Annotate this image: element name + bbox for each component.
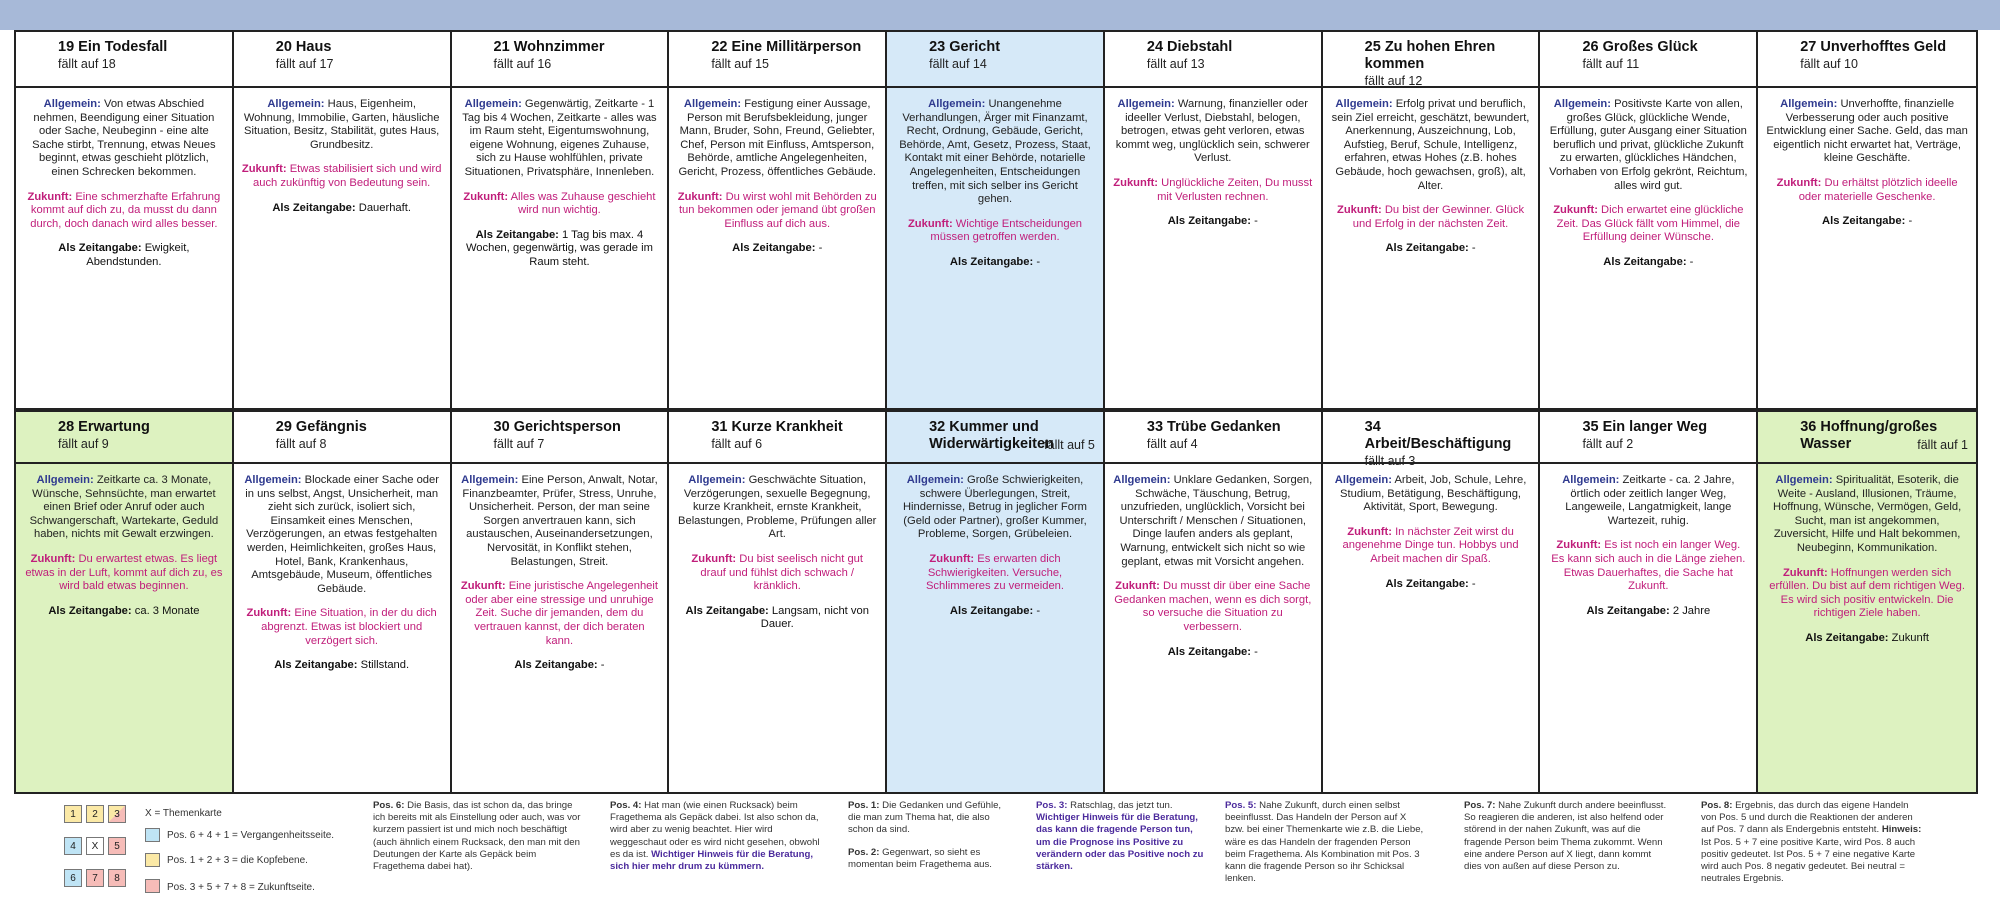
card-title: 34 Arbeit/Beschäftigung (1364, 419, 1512, 452)
zukunft-block (1113, 580, 1313, 634)
zeitangabe-label: Als Zeitangabe: (58, 242, 142, 255)
card (1105, 412, 1323, 792)
allgemein-block (1548, 98, 1748, 193)
card (452, 32, 670, 408)
zeitangabe-text: Dauerhaft. (358, 201, 411, 214)
zukunft-text: Etwas stabilisiert sich und wird auch zukünftig von Bedeutung sein. (253, 163, 442, 189)
zeitangabe-block (1113, 646, 1313, 660)
zukunft-text: Du musst dir über eine Sache Gedanken machen, wenn es dich sorgt, so versuche die Situation zu verbessern. (1114, 580, 1312, 633)
card-title: 20 Haus (275, 39, 332, 55)
zeitangabe-block (1331, 578, 1531, 592)
pos-square: 4 (64, 837, 82, 855)
allgemein-text: Geschwächte Situation, Verzögerungen, sexuelle Begegnung, kurze Krankheit, ernste Krankheit, Belastungen, Probleme, Prüfungen aller Art. (678, 474, 877, 541)
zeitangabe-block (1766, 215, 1968, 229)
zukunft-block (895, 553, 1095, 594)
card-title: 36 Hoffnung/großes Wasser (1800, 419, 1938, 452)
allgemein-block (242, 474, 442, 596)
allgemein-text: Spiritualität, Esoterik, die Weite - Ausland, Illusionen, Träume, Hoffnung, Wünsche, Vermögen, Geld, Sucht, man ist angekommen, Zuversicht, Hilfe und Halt bekommen, Neubeginn, Kommunikation. (1772, 474, 1962, 554)
zukunft-text: Du bist seelisch nicht gut drauf und fühlst dich schwach / kränklich. (700, 552, 864, 593)
card (16, 32, 234, 408)
note-text: Hat man (wie einen Rucksack) beim Fragethema als Gepäck dabei. Ist also schon da, wird aber zu wenig beachtet. Hier wird weggeschaut oder es wird nicht gesehen, obwohl es da ist. (610, 800, 820, 860)
card-header (669, 412, 885, 464)
card-title: 21 Wohnzimmer (493, 39, 605, 55)
zukunft-block (242, 163, 442, 190)
card-falls: fällt auf 10 (1800, 57, 1858, 71)
card-body (16, 464, 232, 639)
zeitangabe-block (1766, 632, 1968, 646)
zukunft-label: Zukunft: (929, 552, 975, 565)
note-pos1-2 (848, 800, 1013, 909)
allgemein-label: Allgemein: (1775, 474, 1833, 486)
zukunft-block (460, 580, 660, 648)
legend-future: Pos. 3 + 5 + 7 + 8 = Zukunftseite. (167, 882, 315, 893)
zukunft-block (1766, 567, 1968, 621)
pos-square: 8 (108, 869, 126, 887)
allgemein-label: Allgemein: (267, 98, 325, 110)
allgemein-label: Allgemein: (1553, 98, 1611, 110)
card-title: 35 Ein langer Weg (1582, 419, 1708, 435)
allgemein-label: Allgemein: (1335, 98, 1393, 110)
note-label: Pos. 4: (610, 800, 642, 811)
card-body (452, 464, 668, 694)
note-text: Nahe Zukunft durch andere beeinflusst. So reagieren die anderen, ist also helfend oder störend in der nahen Zukunft, was auf die fragende Person beim Thema zukommt. Wenn eine andere Person auf X liegt, dann kommt dies von außen auf diese Person zu. (1464, 800, 1667, 873)
card-header (1323, 412, 1539, 468)
card-header (1758, 32, 1976, 88)
card-body (1323, 88, 1539, 277)
zeitangabe-block (895, 256, 1095, 270)
legend-themen: X = Themenkarte (145, 808, 222, 819)
card-body (1758, 464, 1976, 667)
card (1758, 32, 1976, 408)
zeitangabe-block (24, 242, 224, 269)
zukunft-text: Dich erwartet eine glückliche Zeit. Das Glück fällt vom Himmel, die Erfüllung deiner Wünsche. (1556, 204, 1744, 244)
card-title: 31 Kurze Krankheit (711, 419, 843, 435)
zeitangabe-block (1548, 605, 1748, 619)
zukunft-label: Zukunft: (460, 580, 506, 593)
zukunft-block (1113, 177, 1313, 204)
zeitangabe-text: - (1036, 255, 1041, 268)
zukunft-text: Eine juristische Angelegenheit oder aber eine stressige und unruhige Zeit. Suche dir jemanden, dem du vertrauen kannst, der dich beraten kann. (465, 580, 658, 647)
allgemein-text: Eine Person, Anwalt, Notar, Finanzbeamter, Prüfer, Stress, Unruhe, Unsicherheit. Person, der man seine Sorgen anvertrauen kann, sich austauschen, Auseinandersetzungen, Nervosität, in Konflikt stehen, Belastungen, Streit. (462, 474, 658, 568)
zukunft-text: Du wirst wohl mit Behörden zu tun bekommen oder jemand übt großen Einfluss auf dich aus. (678, 190, 877, 230)
zukunft-block (24, 553, 224, 594)
note-text: Die Gedanken und Gefühle, die man zum Thema hat, die also schon da sind. (848, 800, 1002, 836)
card-header (1105, 32, 1321, 88)
allgemein-text: Unangenehme Verhandlungen, Ärger mit Finanzamt, Recht, Ordnung, Gebäude, Gericht, Behörde, Amt, Gesetz, Prozess, Staat, Kontakt mit einer Behörde, notarielle Angelegenheiten, Entscheidungen treffen, mit sich selber ins Gericht gehen. (899, 98, 1091, 206)
allgemein-block (1548, 474, 1748, 528)
card (1540, 412, 1758, 792)
note-pos3 (1036, 800, 1208, 909)
pos-square: 7 (86, 869, 104, 887)
zeitangabe-text: - (1689, 255, 1694, 268)
allgemein-label: Allgemein: (43, 98, 101, 110)
allgemein-block (460, 474, 660, 569)
zeitangabe-block (242, 659, 442, 673)
allgemein-block (1113, 474, 1313, 569)
note-pos8 (1701, 800, 1926, 909)
allgemein-label: Allgemein: (1334, 474, 1392, 486)
allgemein-block (895, 474, 1095, 542)
card-falls: fällt auf 7 (493, 437, 545, 451)
allgemein-label: Allgemein: (464, 98, 522, 110)
card-header (452, 412, 668, 464)
allgemein-block (242, 98, 442, 152)
card-header (16, 32, 232, 88)
note-hint: Wichtiger Hinweis für die Beratung, sich hier mehr drum zu kümmern. (610, 848, 814, 873)
zeitangabe-text: - (1036, 604, 1041, 617)
allgemein-block (1766, 98, 1968, 166)
zukunft-label: Zukunft: (1347, 525, 1392, 538)
note-label: Pos. 6: (373, 800, 405, 811)
card (887, 412, 1105, 792)
card-body (669, 464, 885, 653)
card-header (1758, 412, 1976, 464)
note-hint: Wichtiger Hinweis für die Beratung, das kann die fragende Person tun, um die Prognose ins Positive zu verändern oder das Positive noch zu stärken. (1036, 812, 1204, 873)
allgemein-text: Unklare Gedanken, Sorgen, Schwäche, Täuschung, Betrug, unzufrieden, unglücklich, Vorsicht bei Unterschrift / Menschen / Situationen, Dinge laufen anders als geplant, Warnung, entwickelt sich nicht so wie geplant, etwas mit Vorsicht angehen. (1119, 474, 1313, 568)
allgemein-block (1331, 98, 1531, 193)
zukunft-label: Zukunft: (691, 552, 737, 565)
zukunft-label: Zukunft: (1782, 566, 1828, 579)
card-falls: fällt auf 15 (711, 57, 770, 71)
allgemein-label: Allgemein: (683, 98, 742, 110)
note-pos4 (610, 800, 825, 909)
allgemein-label: Allgemein: (1113, 474, 1171, 486)
zeitangabe-block (1113, 215, 1313, 229)
card-falls: fällt auf 8 (275, 437, 327, 451)
zeitangabe-text: - (1254, 645, 1258, 658)
zeitangabe-label: Als Zeitangabe: (475, 228, 559, 241)
zukunft-text: Es erwarten dich Schwierigkeiten. Versuche, Schlimmeres zu vermeiden. (925, 552, 1064, 593)
card-title: 26 Großes Glück (1582, 39, 1698, 55)
card-falls: fällt auf 6 (711, 437, 763, 451)
card-falls: fällt auf 5 (1044, 438, 1095, 452)
zeitangabe-text: - (1254, 215, 1258, 228)
note-pos7 (1464, 800, 1669, 909)
zukunft-block (1548, 539, 1748, 593)
zukunft-label: Zukunft: (1115, 580, 1160, 593)
allgemein-label: Allgemein: (461, 474, 519, 486)
card (669, 412, 887, 792)
zeitangabe-label: Als Zeitangabe: (1805, 631, 1889, 644)
allgemein-block (1331, 474, 1531, 515)
zukunft-label: Zukunft: (463, 190, 509, 203)
pos-square: 5 (108, 837, 126, 855)
allgemein-text: Unverhoffte, finanzielle Verbesserung oder auch positive Entwicklung einer Sache. Geld, das man eigentlich nicht erwartet hat, Verträge, kleine Geschäfte. (1766, 98, 1968, 165)
legend-swatch-past (145, 828, 160, 842)
card-title: 24 Diebstahl (1146, 39, 1233, 55)
card-title: 29 Gefängnis (275, 419, 367, 435)
card-title: 27 Unverhofftes Geld (1800, 39, 1947, 55)
pos-square: 2 (86, 805, 104, 823)
card-falls: fällt auf 4 (1146, 437, 1198, 451)
card-title: 33 Trübe Gedanken (1146, 419, 1281, 435)
allgemein-text: Arbeit, Job, Schule, Lehre, Studium, Betätigung, Beschäftigung, Aktivität, Sport, Bewegung. (1340, 474, 1527, 514)
card (1323, 32, 1541, 408)
card-header (1540, 32, 1756, 88)
allgemein-block (1766, 474, 1968, 556)
card-body (234, 464, 450, 694)
pos-square: 6 (64, 869, 82, 887)
card-falls: fällt auf 14 (929, 57, 987, 71)
card-falls: fällt auf 17 (275, 57, 334, 71)
legend-swatch-future (145, 879, 160, 893)
card (234, 32, 452, 408)
card (669, 32, 887, 408)
card-header (887, 412, 1103, 464)
allgemein-text: Positivste Karte von allen, großes Glück, glückliche Wende, Erfüllung, guter Ausgang einer Situation beruflich und privat, glückliche Zukunft zu erwarten, glückliches Händchen, Vorhaben von Erfolg gekrönt, Reichtum, alles wird gut. (1549, 98, 1748, 192)
allgemein-label: Allgemein: (36, 474, 94, 486)
zukunft-text: Eine schmerzhafte Erfahrung kommt auf dich zu, da musst du dann durch, doch danach wird alles besser. (30, 190, 221, 230)
zeitangabe-text: 2 Jahre (1672, 604, 1711, 617)
card-falls: fällt auf 11 (1582, 57, 1640, 71)
zeitangabe-text: ca. 3 Monate (134, 604, 200, 617)
zeitangabe-text: - (818, 242, 823, 255)
allgemein-text: Warnung, finanzieller oder ideeller Verlust, Diebstahl, belogen, betrogen, etwas geht verloren, etwas kommt weg, unglücklich sein, schwerer Verlust. (1115, 98, 1310, 165)
zeitangabe-block (677, 242, 877, 256)
card-body (16, 88, 232, 291)
card-body (1323, 464, 1539, 612)
card-body (1758, 88, 1976, 250)
note-label: Pos. 3: (1036, 800, 1068, 811)
card (1758, 412, 1976, 792)
pos-square: 1 (64, 805, 82, 823)
note-label: Pos. 2: (848, 846, 880, 858)
zukunft-text: Hoffnungen werden sich erfüllen. Du bist auf dem richtigen Weg. Es wird sich positiv entwickeln. Die richtigen Ziele haben. (1769, 566, 1965, 620)
zukunft-label: Zukunft: (1113, 176, 1159, 189)
allgemein-label: Allgemein: (1117, 98, 1175, 110)
allgemein-label: Allgemein: (244, 474, 302, 486)
allgemein-text: Festigung einer Aussage, Person mit Berufsbekleidung, junger Mann, Bruder, Sohn, Freund, Geliebter, Chef, Person mit Einfluss, Amtsperson, Behörde, amtliche Angelegenheiten, Gericht, Prozess, öffentliches Gebäude. (678, 98, 876, 178)
zeitangabe-text: Langsam, nicht von Dauer. (760, 604, 869, 631)
zeitangabe-text: - (600, 659, 605, 672)
note-label: Pos. 7: (1464, 800, 1496, 811)
allgemein-block (24, 474, 224, 542)
card-falls: fällt auf 1 (1917, 438, 1968, 452)
card-body (452, 88, 668, 291)
pos-square: X (86, 837, 104, 855)
card-title: 25 Zu hohen Ehren kommen (1364, 39, 1496, 72)
allgemein-block (1113, 98, 1313, 166)
position-diagram (64, 800, 144, 909)
card (16, 412, 234, 792)
zeitangabe-label: Als Zeitangabe: (274, 659, 358, 672)
note-label: Hinweis: (1881, 824, 1922, 836)
allgemein-text: Von etwas Abschied nehmen, Beendigung einer Situation oder Sache, Neubeginn - eine alte Sache stirbt, Trennung, etwas Neues beginnt, etwas geschieht plötzlich, einen Schrecken bekommen. (32, 98, 216, 178)
zukunft-label: Zukunft: (27, 190, 73, 203)
zukunft-label: Zukunft: (1553, 204, 1598, 217)
legend-head: Pos. 1 + 2 + 3 = die Kopfebene. (167, 855, 308, 866)
card-title: 28 Erwartung (58, 419, 150, 435)
zukunft-label: Zukunft: (246, 607, 292, 620)
zeitangabe-label: Als Zeitangabe: (514, 659, 598, 672)
zeitangabe-text: Zukunft (1891, 631, 1929, 644)
card-body (1540, 88, 1756, 291)
top-bar (0, 0, 2000, 30)
note-text: Die Basis, das ist schon da, das bringe ich bereits mit als Einstellung oder auch, was vor kurzem passiert ist und mich noch beschäftigt (auch ähnlich einem Rucksack, den man mit den Deutungen der Karte als Gepäck beim Fragethema dabei hat). (373, 800, 581, 873)
card-title: 19 Ein Todesfall (58, 39, 168, 55)
note-text: Gegenwart, so sieht es momentan beim Fragethema aus. (848, 846, 992, 870)
zukunft-block (677, 191, 877, 232)
allgemein-label: Allgemein: (928, 98, 986, 110)
zeitangabe-block (677, 605, 877, 632)
allgemein-text: Zeitkarte ca. 3 Monate, Wünsche, Sehnsüchte, man erwartet einen Brief oder Anruf oder auch Schwangerschaft, Wartekarte, Geduld haben, nichts mit Gewalt erzwingen. (29, 474, 219, 541)
zeitangabe-label: Als Zeitangabe: (1822, 215, 1906, 228)
zeitangabe-text: 1 Tag bis max. 4 Wochen, gegenwärtig, was gerade im Raum steht. (465, 228, 653, 268)
legend-past: Pos. 6 + 4 + 1 = Vergangenheitsseite. (167, 830, 335, 841)
zeitangabe-block (1331, 242, 1531, 256)
zukunft-text: Wichtige Entscheidungen müssen getroffen werden. (930, 217, 1083, 244)
card-body (1540, 464, 1756, 639)
card-title: 32 Kummer und Widerwärtigkeiten (929, 419, 1054, 452)
zukunft-block (1766, 177, 1968, 204)
zeitangabe-label: Als Zeitangabe: (1603, 255, 1687, 268)
card-header (1540, 412, 1756, 464)
zukunft-block (677, 553, 877, 594)
zeitangabe-label: Als Zeitangabe: (1586, 604, 1670, 617)
zeitangabe-label: Als Zeitangabe: (1167, 645, 1251, 658)
card-body (887, 88, 1103, 291)
zukunft-text: Du erhältst plötzlich ideelle oder materielle Geschenke. (1798, 176, 1958, 203)
card-falls: fällt auf 16 (493, 57, 552, 71)
allgemein-text: Haus, Eigenheim, Wohnung, Immobilie, Garten, häusliche Situation, Besitz, Stabilität, gutes Haus, Grundbesitz. (243, 98, 440, 151)
zeitangabe-label: Als Zeitangabe: (1385, 577, 1469, 590)
zukunft-label: Zukunft: (1336, 204, 1382, 217)
card-header (452, 32, 668, 88)
zeitangabe-text: - (1471, 242, 1476, 255)
card-header (234, 412, 450, 464)
zeitangabe-label: Als Zeitangabe: (949, 604, 1034, 617)
note-pos5 (1225, 800, 1425, 909)
allgemein-block (895, 98, 1095, 207)
zeitangabe-label: Als Zeitangabe: (48, 604, 132, 617)
allgemein-text: Gegenwärtig, Zeitkarte - 1 Tag bis 4 Wochen, Zeitkarte - alles was im Raum steht, Eigentumswohnung, eigene Wohnung, eigenes Zuhause, sich zu Hause wohlfühlen, private Situationen, Privatsphäre, Innenleben. (462, 98, 657, 178)
zukunft-label: Zukunft: (241, 163, 287, 176)
zeitangabe-label: Als Zeitangabe: (272, 201, 356, 214)
card-title: 22 Eine Millitärperson (711, 39, 862, 55)
zukunft-block (460, 191, 660, 218)
card-body (234, 88, 450, 236)
zukunft-label: Zukunft: (1776, 176, 1822, 189)
allgemein-block (460, 98, 660, 180)
zukunft-text: Du bist der Gewinner. Glück und Erfolg in der nächsten Zeit. (1352, 204, 1525, 230)
zukunft-label: Zukunft: (1556, 539, 1602, 552)
zeitangabe-text: Ewigkeit, Abendstunden. (86, 242, 190, 268)
allgemein-block (24, 98, 224, 180)
allgemein-text: Große Schwierigkeiten, schwere Überlegungen, Streit, Hindernisse, Betrug in jeglicher Form (Geld oder Partner), großer Kummer, Probleme, Sorgen, Grübeleien. (902, 474, 1088, 541)
zeitangabe-label: Als Zeitangabe: (1167, 215, 1251, 228)
zukunft-text: Eine Situation, in der du dich abgrenzt. Etwas ist blockiert und verzögert sich. (261, 607, 437, 647)
zukunft-text: Du erwartest etwas. Es liegt etwas in der Luft, kommt auf dich zu, es wird bald etwas beginnen. (25, 552, 223, 593)
note-text: Nahe Zukunft, durch einen selbst beeinflusst. Das Handeln der Person auf X bzw. bei einer Themenkarte wie z.B. die Liebe, wäre es das Handeln der fragenden Person beim Fragethema. Als Kombination mit Pos. 3 kann die fragende Person so ihr Schicksal lenken. (1225, 800, 1424, 885)
card (1323, 412, 1541, 792)
zeitangabe-block (242, 202, 442, 216)
card-header (1323, 32, 1539, 88)
card-header (887, 32, 1103, 88)
card-header (669, 32, 885, 88)
note-label: Pos. 5: (1225, 800, 1257, 811)
card-row-2 (14, 410, 1978, 794)
card-body (1105, 464, 1321, 680)
zeitangabe-text: - (1908, 215, 1913, 228)
zukunft-text: Unglückliche Zeiten, Du musst mit Verlusten rechnen. (1157, 176, 1313, 203)
note-text: Ergebnis, das durch das eigene Handeln von Pos. 5 und durch die Reaktionen der anderen auf Pos. 7 dann als Endergebnis entsteht. (1701, 800, 1913, 836)
allgemein-label: Allgemein: (688, 474, 746, 486)
pos-square: 3 (108, 805, 126, 823)
card-title: 23 Gericht (929, 39, 1001, 55)
card-header (234, 32, 450, 88)
card-title: 30 Gerichtsperson (493, 419, 621, 435)
note-text: Ratschlag, das jetzt tun. (1070, 800, 1173, 811)
zukunft-block (1331, 204, 1531, 231)
zeitangabe-label: Als Zeitangabe: (1385, 242, 1469, 255)
card-header (16, 412, 232, 464)
note-label: Pos. 1: (848, 800, 880, 811)
allgemein-label: Allgemein: (906, 474, 964, 486)
allgemein-text: Zeitkarte - ca. 2 Jahre, örtlich oder zeitlich langer Weg, Langeweile, Langatmigkeit, lange Wartezeit, ruhig. (1565, 474, 1735, 527)
card-row-1 (14, 30, 1978, 410)
zeitangabe-label: Als Zeitangabe: (685, 604, 769, 617)
allgemein-label: Allgemein: (1780, 98, 1838, 110)
card (887, 32, 1105, 408)
note-text: Ist Pos. 5 + 7 eine positive Karte, wird Pos. 8 auch positiv gedeutet. Ist Pos. 5 + 7 eine negative Karte wird auch Pos. 8 negativ gedeutet. Bei neutral = neutrales Ergebnis. (1701, 836, 1916, 885)
allgemein-text: Blockade einer Sache oder in uns selbst, Angst, Unsicherheit, man zieht sich zurück, isoliert sich, Einsamkeit eines Menschen, Verzögerungen, an etwas festgehalten werden, Heimlichkeiten, großes Haus, Hotel, Bank, Krankenhaus, Amtsgebäude, Museum, öffentliches Gebäude. (245, 474, 439, 595)
card-falls: fällt auf 13 (1146, 57, 1205, 71)
zukunft-text: In nächster Zeit wirst du angenehme Dinge tun. Hobbys und Arbeit machen dir Spaß. (1342, 525, 1519, 565)
card-falls: fällt auf 18 (58, 57, 116, 71)
zeitangabe-block (460, 229, 660, 270)
zeitangabe-block (895, 605, 1095, 619)
card (234, 412, 452, 792)
zukunft-block (1548, 204, 1748, 245)
zukunft-text: Alles was Zuhause geschieht wird nun wichtig. (510, 190, 656, 217)
card (1540, 32, 1758, 408)
card (452, 412, 670, 792)
allgemein-block (677, 98, 877, 180)
zukunft-block (1331, 526, 1531, 567)
card (1105, 32, 1323, 408)
card-body (1105, 88, 1321, 250)
zeitangabe-text: Stillstand. (360, 659, 410, 672)
allgemein-block (677, 474, 877, 542)
legend-swatch-head (145, 853, 160, 867)
card-falls: fällt auf 3 (1364, 454, 1416, 468)
note-label: Pos. 8: (1701, 800, 1733, 811)
card-falls: fällt auf 12 (1364, 74, 1423, 88)
zukunft-block (895, 218, 1095, 245)
zukunft-text: Es ist noch ein langer Weg. Es kann sich auch in die Länge ziehen. Etwas Dauerhaftes, die Sache hat Zukunft. (1551, 539, 1746, 593)
zukunft-block (24, 191, 224, 232)
card-body (669, 88, 885, 277)
zukunft-label: Zukunft: (30, 552, 76, 565)
card-falls: fällt auf 2 (1582, 437, 1634, 451)
allgemein-text: Erfolg privat und beruflich, sein Ziel erreicht, geschätzt, bewundert, Anerkennung, Auszeichnung, Lob, Aufstieg, Beruf, Schule, Intelligenz, erfahren, etwas Hohes (z.B. hohes Gebäude, hoch gewachsen, groß), alt, Alter. (1331, 98, 1530, 192)
zeitangabe-label: Als Zeitangabe: (949, 255, 1034, 268)
zeitangabe-text: - (1471, 577, 1476, 590)
zeitangabe-label: Als Zeitangabe: (732, 242, 816, 255)
zeitangabe-block (460, 659, 660, 673)
note-pos6 (373, 800, 583, 909)
card-body (887, 464, 1103, 639)
zukunft-label: Zukunft: (907, 217, 953, 230)
zeitangabe-block (24, 605, 224, 619)
allgemein-label: Allgemein: (1562, 474, 1620, 486)
card-header (1105, 412, 1321, 464)
card-falls: fällt auf 9 (58, 437, 109, 451)
zeitangabe-block (1548, 256, 1748, 270)
zukunft-block (242, 607, 442, 648)
zukunft-label: Zukunft: (677, 190, 723, 203)
